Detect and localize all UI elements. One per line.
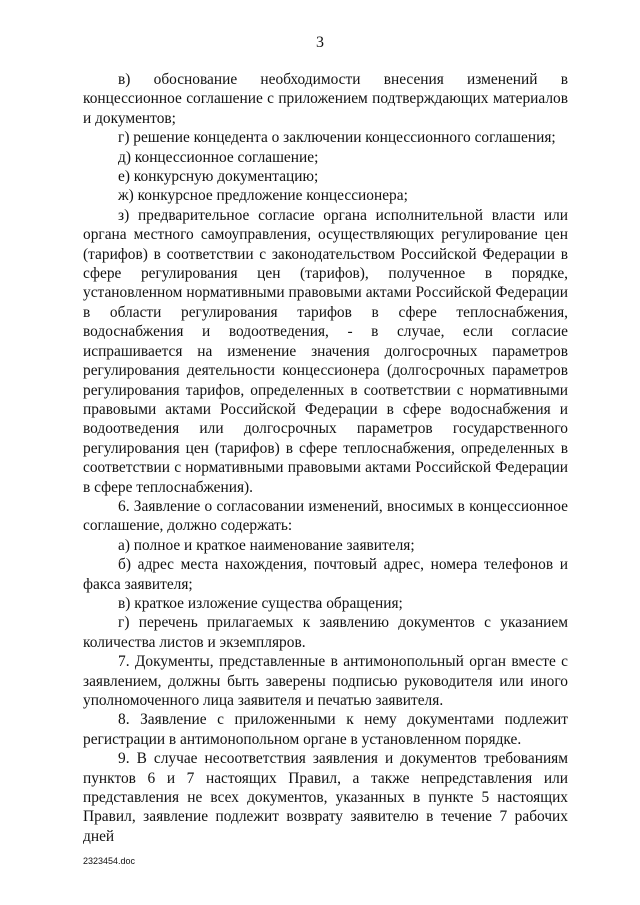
paragraph-8-registration: 8. Заявление с приложенными к нему документами подлежит регистрации в антимонопольном органе в установленном порядке. xyxy=(83,711,568,748)
paragraph-g-concedent-decision: г) решение концедента о заключении концессионного соглашения; xyxy=(118,129,556,147)
paragraph-d-concession-agreement: д) концессионное соглашение; xyxy=(118,148,319,166)
footer-file-name: 2323454.doc xyxy=(83,856,136,866)
page-number: 3 xyxy=(316,34,324,51)
paragraph-6-application-content: 6. Заявление о согласовании изменений, вносимых в концессионное соглашение, должно содержать: xyxy=(83,497,568,535)
paragraph-b-applicant-address: б) адрес места нахождения, почтовый адрес, номера телефонов и факса заявителя; xyxy=(83,556,568,593)
paragraph-g-attached-documents: г) перечень прилагаемых к заявлению документов с указанием количества листов и экземпляров. xyxy=(83,614,568,651)
paragraph-z-preliminary-consent: з) предварительное согласие органа исполнительной власти или органа местного самоуправления, осуществляющих регулирование цен (тарифов) в соответствии с законодательством Российской Федерации в сфере регулирования цен (тарифов), полученное в порядке, установленном нормативными правовыми актами Российской Федерации в области регулирования тарифов в сфере теплоснабжения, водоснабжения и водоотведения, - в случае, если согласие испрашивается на изменение значения долгосрочных параметров регулирования деятельности концессионера (долгосрочных параметров регулирования тарифов, определенных в соответствии с нормативными правовыми актами Российской Федерации в сфере водоснабжения и водоотведения или долгосрочных параметров государственного регулирования цен (тарифов) в сфере теплоснабжения, определенных в соответствии с нормативными правовыми актами Российской Федерации в сфере теплоснабжения). xyxy=(83,206,568,496)
paragraph-7-document-certification: 7. Документы, представленные в антимонопольный орган вместе с заявлением, должны быть заверены подписью руководителя или иного уполномоченного лица заявителя и печатью заявителя. xyxy=(83,653,568,709)
paragraph-zh-tender-proposal: ж) конкурсное предложение концессионера; xyxy=(118,187,408,205)
paragraph-9-return-of-application: 9. В случае несоответствия заявления и документов требованиям пунктов 6 и 7 настоящих Правил, а также непредставления или представления не всех документов, указанных в пункте 5 настоящих Правил, заявление подлежит возврату заявителю в течение 7 рабочих дней xyxy=(83,750,568,845)
paragraph-v-request-summary: в) краткое изложение существа обращения; xyxy=(118,594,403,612)
document-body xyxy=(83,70,568,846)
paragraph-a-applicant-name: а) полное и краткое наименование заявителя; xyxy=(118,536,415,554)
paragraph-e-tender-documentation: е) конкурсную документацию; xyxy=(118,168,319,186)
paragraph-v-justification: в) обоснование необходимости внесения изменений в концессионное соглашение с приложением подтверждающих материалов и документов; xyxy=(83,71,568,127)
